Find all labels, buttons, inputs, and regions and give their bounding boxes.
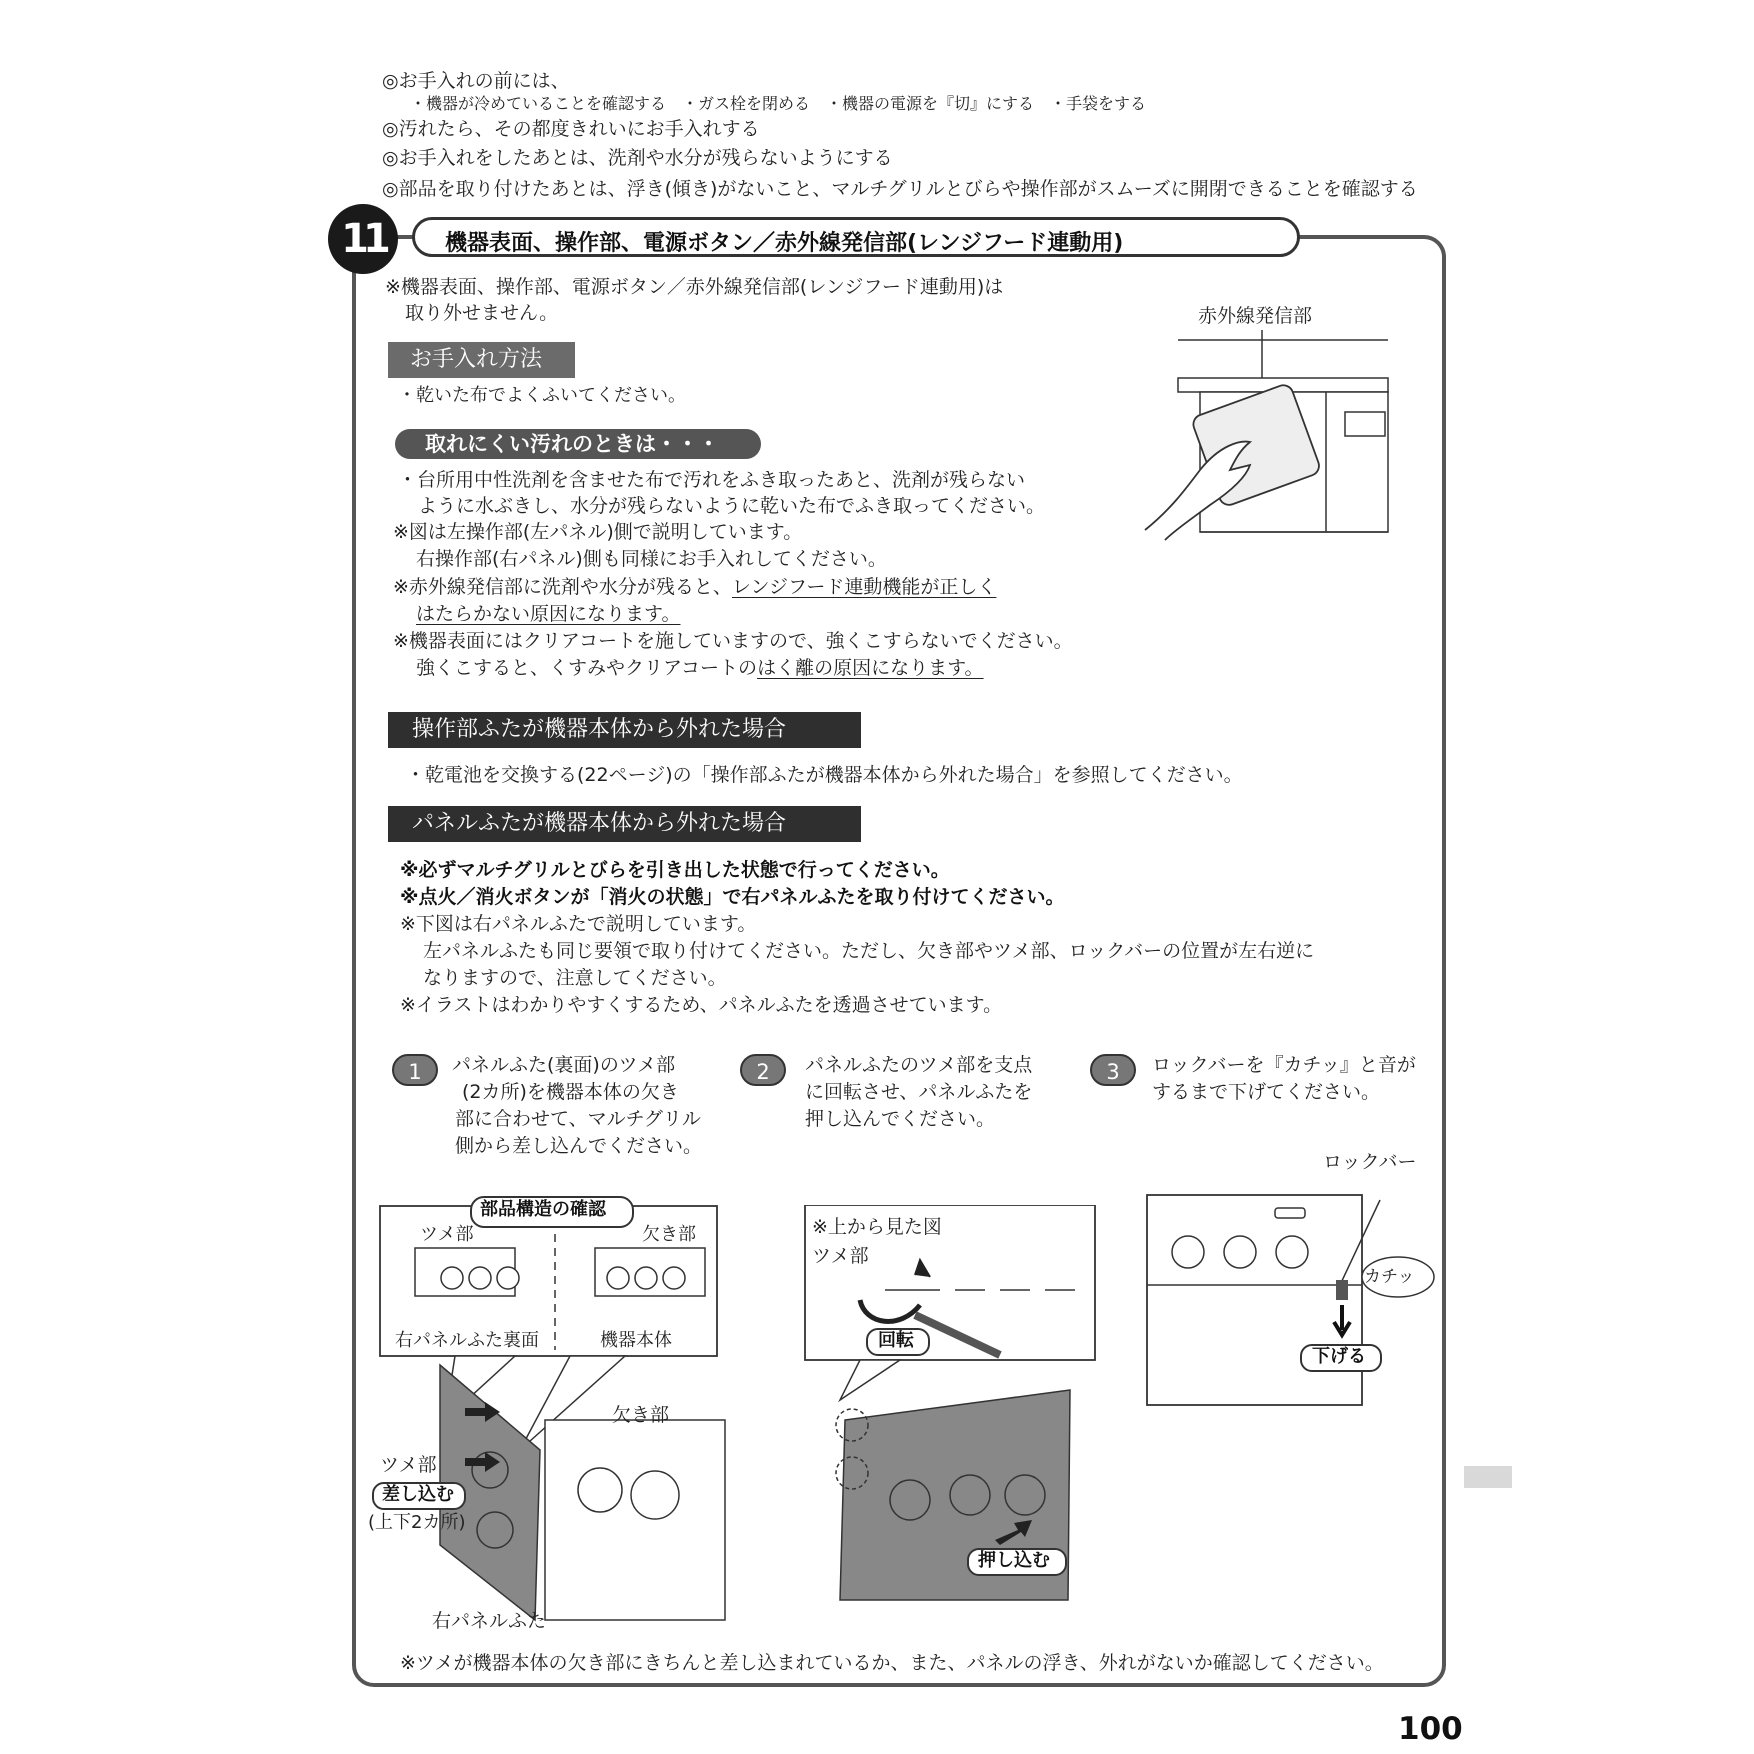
fig1-insert: 差し込む [382, 1484, 454, 1505]
panel-cover-heading: パネルふたが機器本体から外れた場合 [388, 806, 861, 842]
fig1-title: 部品構造の確認 [480, 1199, 606, 1220]
hard-dirt-line-3: ※図は左操作部(左パネル)側で説明しています。 [393, 521, 803, 543]
care-heading: お手入れ方法 [388, 342, 575, 378]
hard-dirt-line-5a: ※赤外線発信部に洗剤や水分が残ると、 [393, 576, 732, 598]
intro-line-5: ◎部品を取り付けたあとは、浮き(傾き)がないこと、マルチグリルとびらや操作部がスムーズに開閉できることを確認する [382, 178, 1418, 200]
section-number: 11 [328, 204, 398, 274]
step-3-line-2: するまで下げてください。 [1152, 1081, 1381, 1103]
bottom-note: ※ツメが機器本体の欠き部にきちんと差し込まれているか、また、パネルの浮き、外れがないか確認してください。 [400, 1652, 1384, 1674]
fig1-tsume-top: ツメ部 [420, 1224, 474, 1245]
intro-line-3: ◎汚れたら、その都度きれいにお手入れする [382, 118, 760, 140]
fig3-click: カチッ [1364, 1267, 1415, 1287]
section-title: 機器表面、操作部、電源ボタン／赤外線発信部(レンジフード連動用) [445, 231, 1124, 256]
top-note-line-1: ※機器表面、操作部、電源ボタン／赤外線発信部(レンジフード連動用)は [385, 276, 1004, 298]
hard-dirt-line-8 [416, 659, 984, 678]
fig1-right-cover: 右パネルふた [432, 1610, 547, 1632]
hard-dirt-line-7: ※機器表面にはクリアコートを施していますので、強くこすらないでください。 [393, 630, 1073, 652]
step-2-line-3: 押し込んでください。 [805, 1108, 996, 1130]
hard-dirt-line-5 [393, 578, 996, 597]
panel-cover-bold-1: ※必ずマルチグリルとびらを引き出した状態で行ってください。 [400, 859, 950, 881]
step-1-line-3: 部に合わせて、マルチグリル [455, 1108, 701, 1130]
fig1-body: 機器本体 [600, 1330, 672, 1351]
fig2-rotate: 回転 [878, 1330, 914, 1351]
fig3-lockbar: ロックバー [1323, 1151, 1417, 1173]
page-number: 100 [1398, 1711, 1463, 1747]
op-cover-text: ・乾電池を交換する(22ページ)の「操作部ふたが機器本体から外れた場合」を参照してください。 [406, 764, 1243, 786]
panel-cover-note-1: ※下図は右パネルふたで説明しています。 [400, 913, 757, 935]
intro-line-1: ◎お手入れの前には、 [382, 70, 570, 92]
intro-line-4: ◎お手入れをしたあとは、洗剤や水分が残らないようにする [382, 147, 893, 169]
fig2-top-view: ※上から見た図 [812, 1216, 942, 1238]
ir-illustration [1130, 330, 1390, 545]
care-text: ・乾いた布でよくふいてください。 [398, 385, 686, 406]
step-1-line-1: パネルふた(裏面)のツメ部 [452, 1054, 676, 1076]
step-2-number: 2 [740, 1054, 786, 1086]
hard-dirt-line-2: ように水ぶきし、水分が残らないように乾いた布でふき取ってください。 [418, 495, 1046, 517]
panel-cover-note-3: なりますので、注意してください。 [423, 967, 727, 989]
panel-cover-bold-2: ※点火／消火ボタンが「消火の状態」で右パネルふたを取り付けてください。 [400, 886, 1065, 908]
fig1-illustration [370, 1190, 740, 1630]
fig1-kaki-top: 欠き部 [642, 1224, 696, 1245]
hard-dirt-line-1: ・台所用中性洗剤を含ませた布で汚れをふき取ったあと、洗剤が残らない [398, 469, 1026, 491]
hard-dirt-line-6: はたらかない原因になります。 [416, 603, 681, 625]
fig2-push: 押し込む [978, 1550, 1050, 1571]
hard-dirt-line-8a: 強くこすると、くすみやクリアコートの [416, 657, 758, 679]
panel-cover-note-2: 左パネルふたも同じ要領で取り付けてください。ただし、欠き部やツメ部、ロックバーの位置が左右逆に [423, 940, 1315, 962]
hard-dirt-heading: 取れにくい汚れのときは・・・ [395, 429, 761, 459]
step-3-line-1: ロックバーを『カチッ』と音が [1152, 1054, 1416, 1076]
side-tab [1464, 1466, 1512, 1488]
step-1-line-2: (2カ所)を機器本体の欠き [462, 1081, 679, 1103]
step-1-number: 1 [392, 1054, 438, 1086]
fig2-tsume: ツメ部 [812, 1245, 869, 1267]
ir-label: 赤外線発信部 [1198, 305, 1313, 327]
step-3-number: 3 [1090, 1054, 1136, 1086]
hard-dirt-line-4: 右操作部(右パネル)側も同様にお手入れしてください。 [416, 548, 887, 570]
panel-cover-note-4: ※イラストはわかりやすくするため、パネルふたを透過させています。 [400, 994, 1003, 1016]
fig1-kaki-lower: 欠き部 [612, 1404, 670, 1426]
hard-dirt-line-5b: レンジフード連動機能が正しく [731, 576, 997, 598]
step-2-line-1: パネルふたのツメ部を支点 [805, 1054, 1033, 1076]
hard-dirt-line-8b: はく離の原因になります。 [757, 657, 984, 679]
step-2-line-2: に回転させ、パネルふたを [805, 1081, 1033, 1103]
fig1-two-places: (上下2カ所) [368, 1512, 466, 1533]
op-cover-heading: 操作部ふたが機器本体から外れた場合 [388, 712, 861, 748]
top-note-line-2: 取り外せません。 [405, 302, 559, 324]
fig3-illustration [1140, 1180, 1450, 1420]
fig1-tsume-lower: ツメ部 [380, 1454, 437, 1476]
fig1-right-back: 右パネルふた裏面 [395, 1330, 539, 1351]
step-1-line-4: 側から差し込んでください。 [455, 1135, 703, 1157]
intro-line-2: ・機器が冷めていることを確認する ・ガス栓を閉める ・機器の電源を『切』にする ・手袋をする [410, 94, 1147, 113]
fig3-lower: 下げる [1312, 1346, 1366, 1367]
